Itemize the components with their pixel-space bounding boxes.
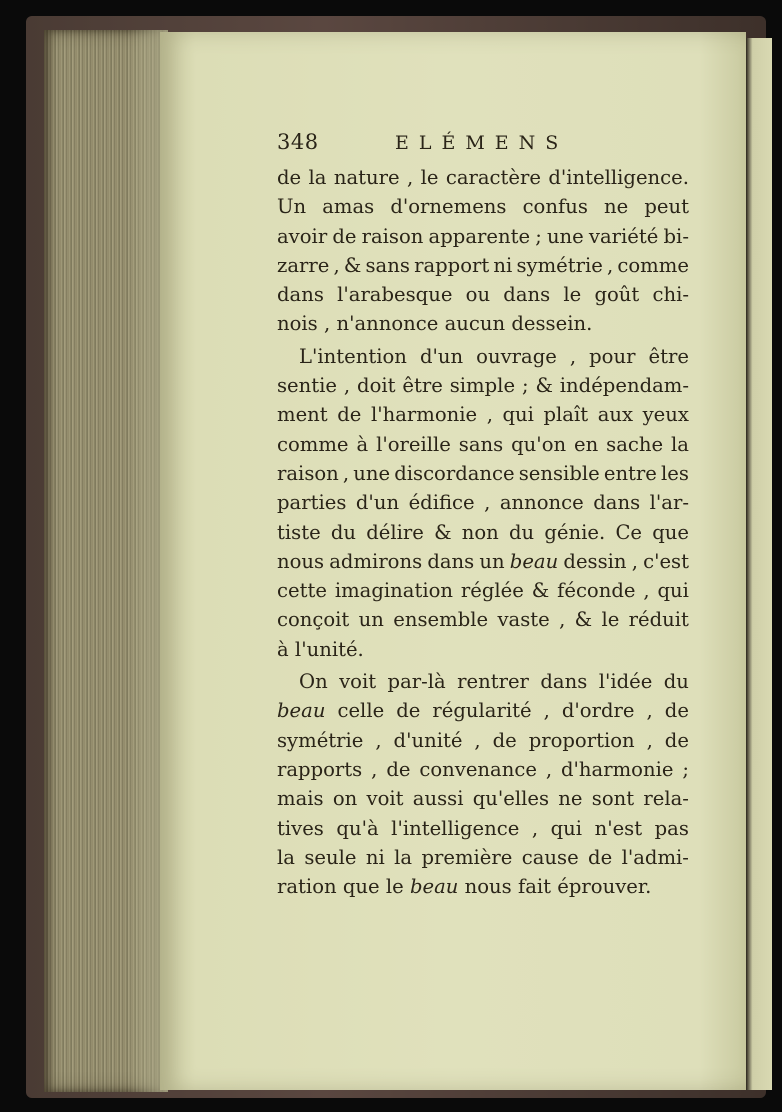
word: n'annonce — [336, 312, 439, 336]
word: pas — [654, 816, 689, 840]
word: les — [661, 461, 689, 485]
word: fait — [517, 875, 552, 899]
word: , — [333, 253, 340, 277]
word: rapports — [277, 757, 363, 781]
word: l'oreille — [376, 432, 451, 456]
word: dans — [277, 283, 324, 307]
running-title: ELÉMENS — [395, 132, 569, 154]
word: l'intelligence — [391, 816, 520, 840]
text-line — [277, 726, 689, 755]
word: l'unité. — [294, 637, 364, 661]
word: d'un — [355, 491, 400, 515]
word: indépendam- — [559, 374, 689, 398]
word: amas — [322, 195, 375, 219]
word: dans — [540, 670, 588, 694]
word: de — [332, 224, 357, 248]
word: l'arabesque — [337, 283, 453, 307]
word: , — [646, 728, 653, 752]
page-edges — [44, 30, 168, 1092]
word: ; — [682, 757, 689, 781]
word: de — [588, 845, 613, 869]
word: , — [545, 757, 553, 781]
word: n'est — [594, 816, 643, 840]
text-line — [277, 342, 689, 371]
word: ne — [558, 787, 583, 811]
word: aucun — [444, 312, 506, 336]
word: confus — [522, 195, 588, 219]
word: , — [646, 699, 653, 723]
text-line — [277, 459, 689, 488]
word: raison — [361, 224, 424, 248]
word: réglée — [460, 579, 524, 603]
word: & — [574, 608, 593, 632]
word: c'est — [643, 549, 689, 573]
word: aussi — [412, 787, 464, 811]
word: & — [434, 520, 452, 544]
word: du — [663, 670, 689, 694]
word: que — [342, 875, 380, 899]
word: ; — [535, 224, 542, 248]
word: d'unité — [393, 728, 463, 752]
word: une — [546, 224, 584, 248]
word: sensible — [518, 461, 600, 485]
word: qu'on — [511, 432, 567, 456]
word: de — [492, 728, 517, 752]
word: , — [569, 344, 577, 368]
text-line — [277, 192, 689, 221]
word: , — [607, 253, 614, 277]
word: l'admi- — [621, 845, 689, 869]
word: le — [385, 875, 404, 899]
word: sans — [458, 432, 504, 456]
word: symétrie — [516, 253, 603, 277]
word: admirons — [329, 549, 423, 573]
word: avoir — [277, 224, 328, 248]
text-line — [277, 547, 689, 576]
word: dans — [427, 549, 475, 573]
text-line — [277, 518, 689, 547]
word: discordance — [394, 461, 515, 485]
word: par-là — [387, 670, 446, 694]
word: , — [406, 166, 414, 189]
word: d'un — [419, 344, 464, 368]
word: & — [531, 579, 550, 603]
word: convenance — [419, 757, 537, 781]
word: qui — [502, 403, 534, 427]
word: régularité — [432, 699, 532, 723]
text-line — [277, 635, 689, 664]
word: aux — [597, 403, 634, 427]
word: à — [277, 637, 289, 661]
word: celle — [337, 699, 385, 723]
word: chi- — [652, 283, 689, 307]
word: dessein. — [511, 312, 593, 336]
word: goût — [594, 283, 640, 307]
word: qu'elles — [472, 787, 550, 811]
word: Un — [277, 195, 307, 219]
text-line — [277, 222, 689, 251]
word: simple — [449, 374, 516, 398]
word: d'ordre — [561, 699, 635, 723]
text-line — [277, 872, 689, 901]
word: tives — [277, 816, 324, 840]
word: rentrer — [457, 670, 529, 694]
word: parties — [277, 491, 347, 515]
word: comme — [277, 432, 349, 456]
word: ou — [465, 283, 491, 307]
word: du — [509, 520, 535, 544]
word: ment — [277, 403, 328, 427]
word: délire — [366, 520, 424, 544]
word: , — [643, 579, 650, 603]
word: caractère — [445, 166, 541, 189]
word: pour — [589, 344, 636, 368]
word: doit — [357, 374, 396, 398]
word: proportion — [528, 728, 635, 752]
word: la — [394, 845, 413, 869]
word: L'intention — [299, 344, 407, 368]
word: , — [474, 728, 481, 752]
word: symétrie — [277, 728, 364, 752]
word: , — [371, 757, 378, 781]
word: nous — [464, 875, 512, 899]
word: la — [308, 166, 327, 189]
word: de — [396, 699, 421, 723]
paragraph — [277, 667, 689, 901]
word: rapport — [414, 253, 490, 277]
word: yeux — [642, 403, 689, 427]
text-line — [277, 251, 689, 280]
word: nature — [333, 166, 400, 189]
word: ni — [365, 845, 385, 869]
word: que — [652, 520, 689, 544]
word: ouvrage — [476, 344, 557, 368]
word: , — [323, 312, 331, 336]
text-line — [277, 430, 689, 459]
word: un — [479, 549, 505, 573]
page-text — [277, 128, 689, 901]
word: de — [386, 757, 411, 781]
word: de — [664, 728, 689, 752]
word: qui — [657, 579, 689, 603]
text-line — [277, 667, 689, 696]
word: beau — [277, 699, 326, 723]
word: le — [420, 166, 439, 189]
text-line — [277, 280, 689, 309]
word: un — [358, 608, 384, 632]
word: qui — [550, 816, 583, 840]
word: , — [486, 403, 493, 427]
text-line — [277, 605, 689, 634]
word: non — [461, 520, 499, 544]
word: d'intelligence. — [548, 166, 689, 189]
paragraph — [277, 342, 689, 664]
word: réduit — [628, 608, 689, 632]
word: la — [671, 432, 689, 456]
word: apparente — [428, 224, 531, 248]
word: conçoit — [277, 608, 350, 632]
word: , — [484, 491, 491, 515]
word: nous — [277, 549, 325, 573]
word: variété — [588, 224, 659, 248]
word: sont — [591, 787, 635, 811]
page-number: 348 — [277, 130, 319, 154]
word: de — [664, 699, 689, 723]
word: ; — [521, 374, 529, 398]
text-line — [277, 843, 689, 872]
text-line — [277, 814, 689, 843]
text-line — [277, 755, 689, 784]
word: être — [648, 344, 689, 368]
word: cause — [521, 845, 579, 869]
word: imagination — [334, 579, 454, 603]
word: d'ornemens — [390, 195, 507, 219]
word: on — [332, 787, 358, 811]
word: & — [535, 374, 553, 398]
word: le — [563, 283, 582, 307]
word: annonce — [499, 491, 584, 515]
word: , — [559, 608, 566, 632]
word: l'idée — [598, 670, 653, 694]
word: , — [375, 728, 382, 752]
text-line — [277, 400, 689, 429]
word: une — [353, 461, 391, 485]
text-line — [277, 784, 689, 813]
word: d'harmonie — [561, 757, 674, 781]
word: génie. — [544, 520, 606, 544]
word: voit — [339, 670, 377, 694]
word: mais — [277, 787, 324, 811]
text-line — [277, 488, 689, 517]
word: ni — [493, 253, 513, 277]
word: On — [299, 670, 328, 694]
word: édifice — [408, 491, 475, 515]
word: , — [343, 374, 351, 398]
word: entre — [603, 461, 657, 485]
word: première — [421, 845, 513, 869]
word: zarre — [277, 253, 330, 277]
text-line — [277, 309, 689, 338]
paragraph — [277, 163, 689, 339]
word: être — [402, 374, 443, 398]
word: , — [543, 699, 550, 723]
word: sans — [365, 253, 410, 277]
text-line — [277, 696, 689, 725]
word: beau — [409, 875, 459, 899]
running-head — [277, 128, 689, 163]
word: qu'à — [336, 816, 379, 840]
word: du — [330, 520, 357, 544]
word: , — [531, 816, 539, 840]
word: beau — [509, 549, 559, 573]
word: dessin — [563, 549, 627, 573]
word: cette — [277, 579, 327, 603]
word: , — [631, 549, 638, 573]
word: ne — [604, 195, 629, 219]
word: dans — [503, 283, 551, 307]
word: de — [337, 403, 362, 427]
text-line — [277, 576, 689, 605]
word: féconde — [557, 579, 636, 603]
word: sache — [606, 432, 664, 456]
word: plaît — [543, 403, 589, 427]
word: de — [277, 166, 302, 189]
word: en — [574, 432, 599, 456]
word: ration — [277, 875, 337, 899]
word: comme — [617, 253, 689, 277]
facing-page-edge — [746, 38, 772, 1090]
word: dans — [593, 491, 641, 515]
word: rela- — [643, 787, 689, 811]
word: l'ar- — [649, 491, 689, 515]
word: sentie — [277, 374, 338, 398]
text-line — [277, 163, 689, 192]
word: Ce — [615, 520, 643, 544]
word: le — [601, 608, 620, 632]
word: voit — [366, 787, 404, 811]
word: raison — [277, 461, 339, 485]
word: bi- — [663, 224, 689, 248]
word: , — [342, 461, 350, 485]
word: ensemble — [393, 608, 489, 632]
word: peut — [644, 195, 689, 219]
word: tiste — [277, 520, 321, 544]
word: l'harmonie — [370, 403, 478, 427]
word: nois — [277, 312, 318, 336]
word: la — [277, 845, 295, 869]
word: vaste — [497, 608, 550, 632]
word: & — [343, 253, 362, 277]
word: à — [356, 432, 369, 456]
word: éprouver. — [557, 875, 652, 899]
word: seule — [304, 845, 357, 869]
text-line — [277, 371, 689, 400]
